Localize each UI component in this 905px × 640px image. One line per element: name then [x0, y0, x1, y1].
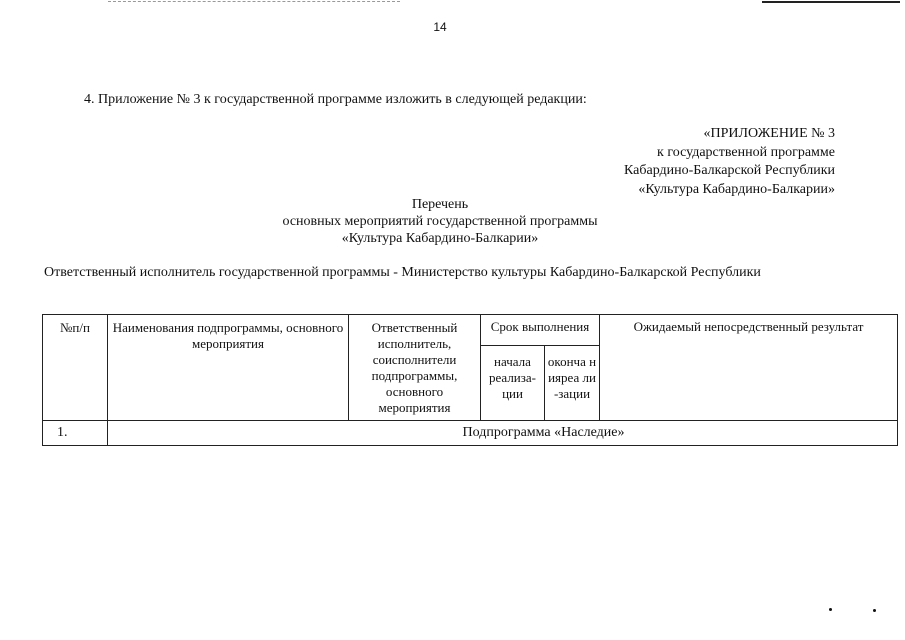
header-responsible: Ответственный исполнитель, соисполнители подпрограммы, основного мероприятия [349, 315, 481, 421]
table-header-row [43, 315, 898, 346]
header-term-end: оконча нияреа ли-зации [545, 346, 600, 421]
appendix-line-2: к государственной программе [657, 144, 835, 160]
header-result: Ожидаемый непосредственный результат [600, 315, 898, 421]
header-rule-left [108, 1, 400, 2]
responsible-executor-text: Ответственный исполнитель государственной программы - Министерство культуры Кабардино-Балкарской Республики [44, 265, 761, 280]
list-heading [0, 196, 880, 247]
scan-speck [829, 608, 832, 611]
list-heading-line-1: Перечень [411, 197, 469, 212]
appendix-line-4: «Культура Кабардино-Балкарии» [638, 181, 835, 197]
activities-table [42, 314, 898, 446]
row-subprogram: Подпрограмма «Наследие» [108, 421, 898, 446]
scan-speck [873, 609, 876, 612]
header-name: Наименования подпрограммы, основного мероприятия [108, 315, 349, 421]
row-num: 1. [43, 421, 108, 446]
header-term: Срок выполнения [481, 315, 600, 346]
list-heading-line-3: «Культура Кабардино-Балкарии» [341, 231, 539, 246]
table-row [43, 421, 898, 446]
header-num: №п/п [43, 315, 108, 421]
item-4-text: 4. Приложение № 3 к государственной программе изложить в следующей редакции: [84, 92, 587, 107]
page-number: 14 [433, 20, 447, 34]
appendix-block [624, 125, 835, 199]
header-rule-right [762, 1, 900, 3]
header-term-start: начала реализа-ции [481, 346, 545, 421]
list-heading-line-2: основных мероприятий государственной программы [282, 214, 598, 229]
appendix-line-3: Кабардино-Балкарской Республики [624, 163, 835, 178]
appendix-line-1: «ПРИЛОЖЕНИЕ № 3 [703, 126, 835, 141]
